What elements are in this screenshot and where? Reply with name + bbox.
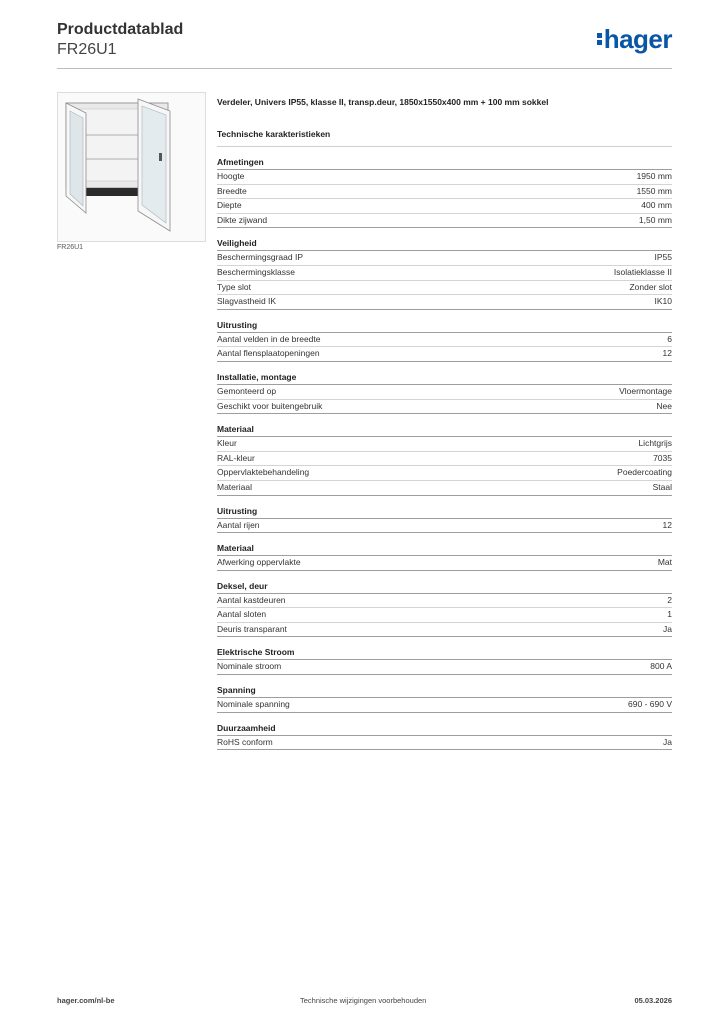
- spec-sections: [217, 156, 672, 750]
- enclosure-cabinet-icon: [57, 92, 206, 242]
- spec-label: Oppervlaktebehandeling: [217, 467, 310, 478]
- spec-label: Nominale spanning: [217, 699, 290, 710]
- spec-label: Materiaal: [217, 481, 252, 492]
- spec-value: 7035: [653, 452, 672, 463]
- spec-row: [217, 660, 672, 675]
- spec-row: [217, 519, 672, 534]
- section-title: Deksel, deur: [217, 580, 672, 594]
- spec-value: Ja: [663, 736, 672, 747]
- footer-disclaimer: Technische wijzigingen voorbehouden: [300, 996, 427, 1005]
- product-description: Verdeler, Univers IP55, klasse II, transp.deur, 1850x1550x400 mm + 100 mm sokkel: [217, 97, 549, 107]
- spec-row: [217, 608, 672, 623]
- section-title: Materiaal: [217, 423, 672, 437]
- section-title: Installatie, montage: [217, 371, 672, 385]
- logo-text: hager: [603, 24, 672, 54]
- spec-section: [217, 684, 672, 713]
- spec-value: Lichtgrijs: [638, 438, 672, 449]
- spec-label: Deuris transparant: [217, 623, 287, 634]
- spec-value: 12: [662, 519, 672, 530]
- spec-section: [217, 237, 672, 309]
- spec-section: [217, 722, 672, 751]
- spec-label: Aantal rijen: [217, 519, 260, 530]
- spec-value: 400 mm: [641, 200, 672, 211]
- spec-label: Beschermingsgraad IP: [217, 252, 303, 263]
- spec-label: Aantal sloten: [217, 609, 267, 620]
- spec-label: RoHS conform: [217, 736, 273, 747]
- spec-label: Aantal kastdeuren: [217, 594, 286, 605]
- spec-row: [217, 623, 672, 638]
- spec-label: Geschikt voor buitengebruik: [217, 400, 323, 411]
- section-title: Uitrusting: [217, 505, 672, 519]
- spec-row: [217, 736, 672, 751]
- section-title: Afmetingen: [217, 156, 672, 170]
- spec-value: Mat: [657, 557, 672, 568]
- section-title: Spanning: [217, 684, 672, 698]
- spec-label: Afwerking oppervlakte: [217, 557, 301, 568]
- spec-row: [217, 452, 672, 467]
- spec-label: Type slot: [217, 281, 252, 292]
- cabinet-illustration: [58, 93, 205, 241]
- spec-row: [217, 556, 672, 571]
- spec-row: [217, 185, 672, 200]
- product-code: FR26U1: [57, 41, 117, 58]
- section-title: Duurzaamheid: [217, 722, 672, 736]
- spec-label: RAL-kleur: [217, 452, 255, 463]
- spec-row: [217, 466, 672, 481]
- spec-value: 2: [667, 594, 672, 605]
- image-caption: FR26U1: [57, 244, 84, 251]
- spec-row: [217, 481, 672, 496]
- spec-label: Hoogte: [217, 171, 245, 181]
- spec-value: Zonder slot: [629, 281, 672, 292]
- spec-row: [217, 281, 672, 296]
- spec-section: [217, 505, 672, 534]
- spec-row: [217, 251, 672, 266]
- spec-label: Kleur: [217, 438, 237, 449]
- spec-label: Aantal flensplaatopeningen: [217, 348, 320, 359]
- spec-row: [217, 199, 672, 214]
- spec-value: 1550 mm: [636, 185, 672, 196]
- spec-value: 6: [667, 333, 672, 344]
- spec-value: 800 A: [650, 661, 672, 672]
- spec-value: 12: [662, 348, 672, 359]
- spec-value: IP55: [654, 252, 672, 263]
- hager-logo: [597, 24, 672, 54]
- spec-value: Isolatieklasse II: [613, 266, 672, 277]
- spec-value: Vloermontage: [619, 385, 672, 396]
- spec-value: 1,50 mm: [638, 214, 672, 225]
- spec-row: [217, 266, 672, 281]
- section-title: Veiligheid: [217, 237, 672, 251]
- footer-date: 05.03.2026: [634, 996, 672, 1005]
- spec-section: [217, 156, 672, 228]
- spec-value: Nee: [656, 400, 672, 411]
- spec-section: [217, 580, 672, 638]
- spec-label: Beschermingsklasse: [217, 266, 295, 277]
- spec-content: [217, 96, 672, 750]
- header-divider: [57, 68, 672, 69]
- section-title: Uitrusting: [217, 319, 672, 333]
- spec-row: [217, 333, 672, 348]
- spec-label: Breedte: [217, 185, 247, 196]
- spec-label: Gemonteerd op: [217, 385, 277, 396]
- footer-website-link[interactable]: hager.com/nl-be: [57, 996, 115, 1005]
- spec-value: 690 - 690 V: [628, 699, 672, 710]
- spec-row: [217, 347, 672, 362]
- spec-label: Nominale stroom: [217, 661, 282, 672]
- spec-label: Diepte: [217, 200, 242, 211]
- spec-row: [217, 437, 672, 452]
- spec-row: [217, 400, 672, 415]
- spec-value: IK10: [654, 296, 672, 307]
- spec-row: [217, 214, 672, 229]
- spec-value: 1950 mm: [636, 171, 672, 181]
- spec-label: Aantal velden in de breedte: [217, 333, 321, 344]
- spec-label: Slagvastheid IK: [217, 296, 277, 307]
- section-title: Elektrische Stroom: [217, 646, 672, 660]
- spec-value: Staal: [652, 481, 672, 492]
- spec-row: [217, 594, 672, 609]
- spec-row: [217, 295, 672, 310]
- spec-row: [217, 698, 672, 713]
- technical-characteristics-heading: Technische karakteristieken: [217, 128, 672, 147]
- spec-section: [217, 371, 672, 414]
- document-header: [57, 20, 183, 60]
- spec-section: [217, 423, 672, 495]
- spec-value: Poedercoating: [617, 467, 672, 478]
- spec-label: Dikte zijwand: [217, 214, 268, 225]
- spec-section: [217, 646, 672, 675]
- section-title: Materiaal: [217, 542, 672, 556]
- spec-row: [217, 385, 672, 400]
- spec-section: [217, 542, 672, 571]
- spec-value: Ja: [663, 623, 672, 634]
- spec-row: [217, 170, 672, 185]
- document-title: Productdatablad: [57, 21, 184, 38]
- spec-section: [217, 319, 672, 362]
- spec-value: 1: [667, 609, 672, 620]
- logo-dots-icon: [597, 31, 602, 47]
